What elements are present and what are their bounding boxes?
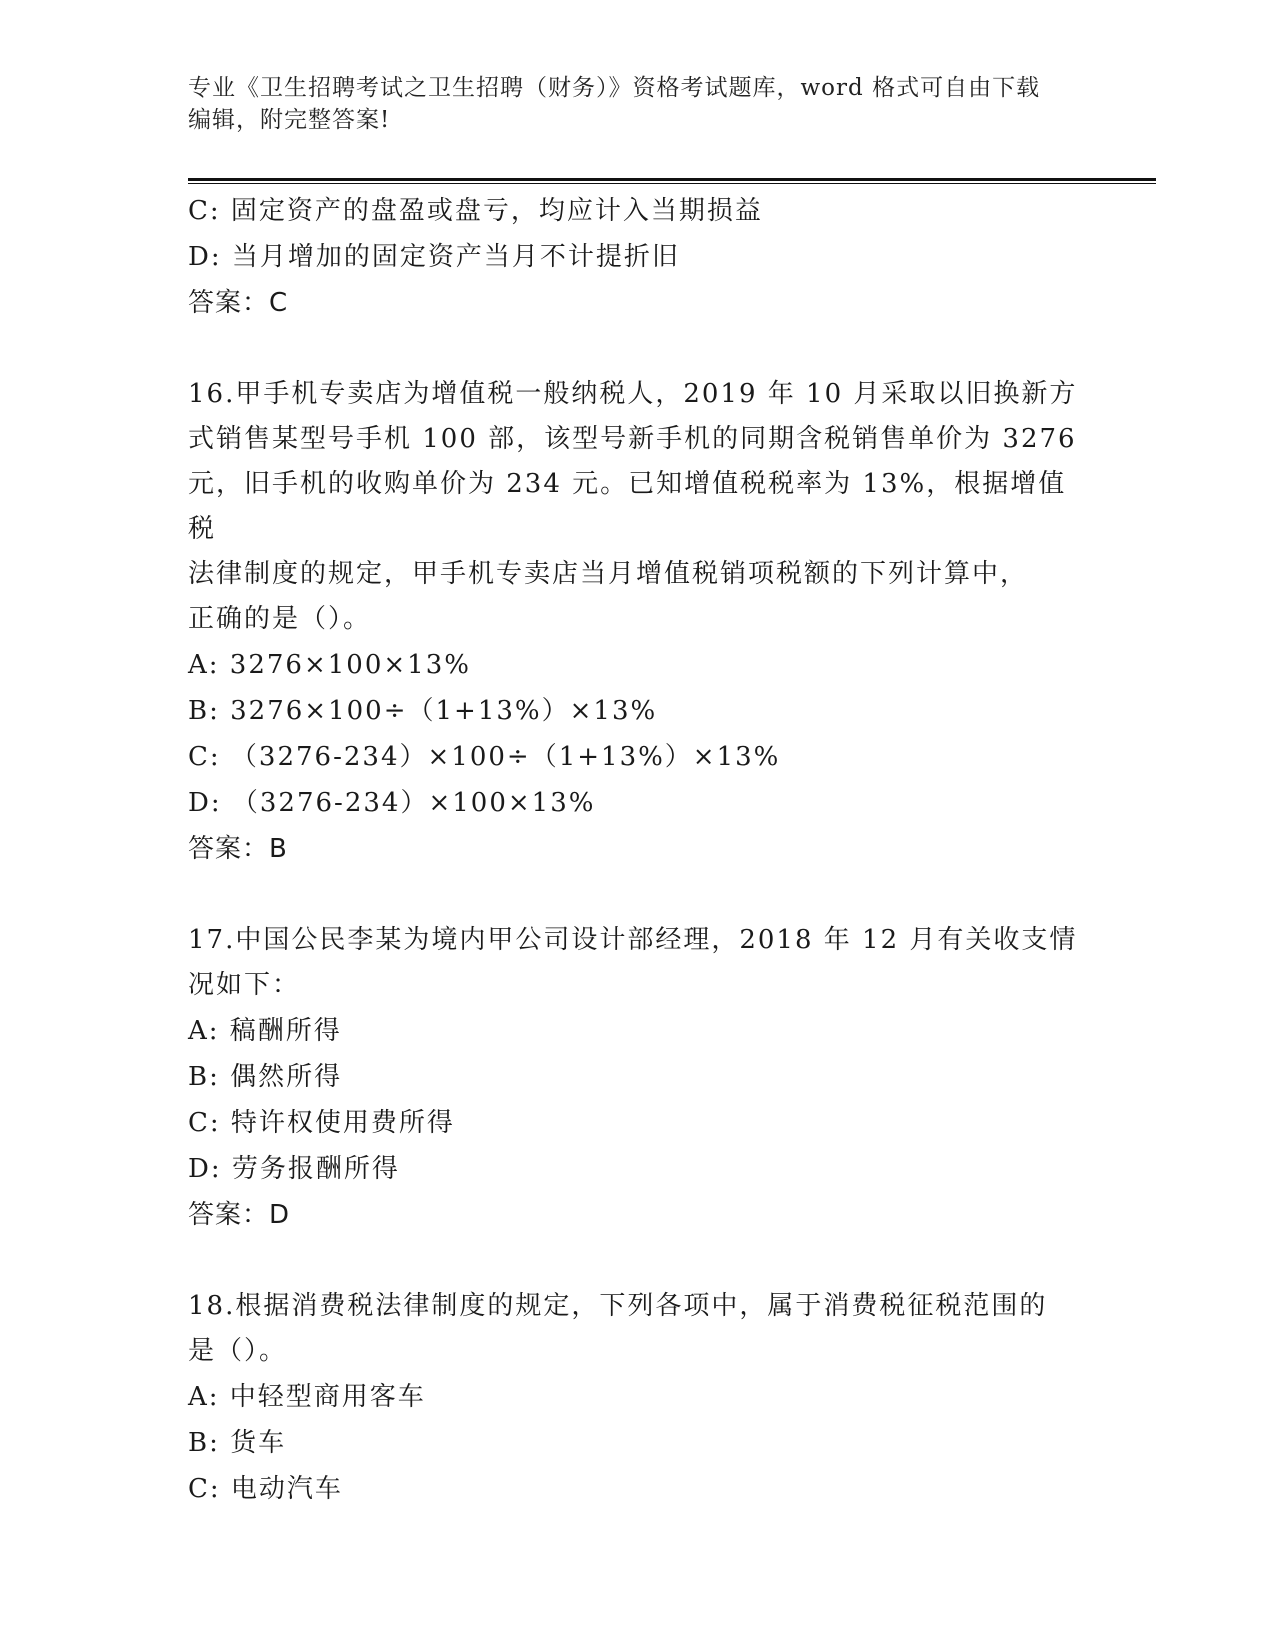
question-stem-line: 是（）。 <box>188 1336 288 1366</box>
option-a: A: 中轻型商用客车 <box>188 1382 426 1412</box>
option-c: C: 特许权使用费所得 <box>188 1108 455 1138</box>
question-17 <box>188 918 1088 1238</box>
answer-line: 答案：C <box>188 288 289 318</box>
question-16 <box>188 372 1088 872</box>
question-stem-line: 法律制度的规定，甲手机专卖店当月增值税销项税额的下列计算中， <box>188 559 1029 589</box>
option-a: A: 3276×100×13% <box>188 650 471 680</box>
question-stem-line: 17.中国公民李某为境内甲公司设计部经理，2018 年 12 月有关收支情 <box>188 925 1078 955</box>
option-c: C: 电动汽车 <box>188 1474 343 1504</box>
option-b: B: 偶然所得 <box>188 1062 343 1092</box>
header-divider-thick <box>188 178 1156 181</box>
question-15-tail <box>188 188 1088 326</box>
option-c: C: （3276-234）×100÷（1+13%）×13% <box>188 742 781 772</box>
question-stem-line: 正确的是（）。 <box>188 604 372 634</box>
option-c: C: 固定资产的盘盈或盘亏，均应计入当期损益 <box>188 196 763 226</box>
option-d: D: 劳务报酬所得 <box>188 1154 400 1184</box>
option-d: D: （3276-234）×100×13% <box>188 788 596 818</box>
answer-line: 答案：B <box>188 834 288 864</box>
spacer <box>188 1238 1088 1284</box>
question-stem-line: 18.根据消费税法律制度的规定，下列各项中，属于消费税征税范围的 <box>188 1291 1048 1321</box>
option-b: B: 货车 <box>188 1428 287 1458</box>
question-stem-line: 元，旧手机的收购单价为 234 元。已知增值税税率为 13%，根据增值税 <box>188 469 1067 544</box>
question-stem-line: 16.甲手机专卖店为增值税一般纳税人，2019 年 10 月采取以旧换新方 <box>188 379 1078 409</box>
option-b: B: 3276×100÷（1+13%）×13% <box>188 696 658 726</box>
option-d: D: 当月增加的固定资产当月不计提折旧 <box>188 242 680 272</box>
question-stem-line: 式销售某型号手机 100 部，该型号新手机的同期含税销售单价为 3276 <box>188 424 1077 454</box>
question-list <box>188 188 1088 1512</box>
page-header <box>188 72 1088 136</box>
header-line-1: 专业《卫生招聘考试之卫生招聘（财务）》资格考试题库，word 格式可自由下载 <box>188 75 1041 101</box>
option-a: A: 稿酬所得 <box>188 1016 342 1046</box>
header-line-2: 编辑，附完整答案! <box>188 107 391 133</box>
spacer <box>188 872 1088 918</box>
answer-line: 答案：D <box>188 1200 291 1230</box>
question-18 <box>188 1284 1088 1512</box>
spacer <box>188 326 1088 372</box>
question-stem-line: 况如下： <box>188 970 301 1000</box>
header-divider-thin <box>188 183 1156 184</box>
